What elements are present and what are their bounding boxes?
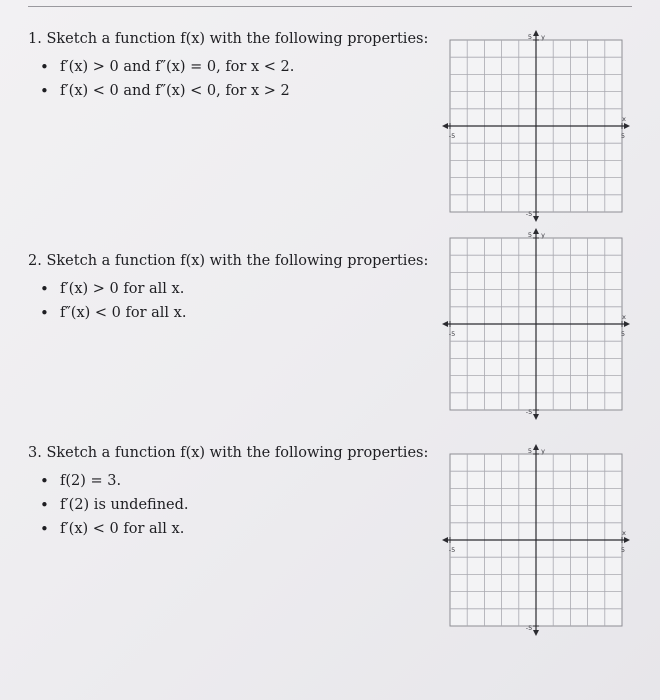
coordinate-grid-2[interactable] [440, 226, 632, 426]
problem-number: 1. [28, 31, 42, 47]
x-min-label: -5 [448, 546, 456, 554]
coordinate-grid-3[interactable] [440, 442, 632, 642]
property-item: • f′(x) < 0 for all x. [28, 520, 428, 538]
property-item: • f′(2) is undefined. [28, 496, 428, 514]
problem-number: 3. [28, 445, 42, 461]
coordinate-grid-1[interactable] [440, 28, 632, 228]
x-axis-arrow-right [624, 537, 630, 543]
property-item: • f′(x) > 0 and f″(x) = 0, for x < 2. [28, 58, 428, 76]
y-min-label: -5 [525, 210, 533, 218]
problem-1-title [28, 30, 428, 48]
y-axis-label: y [541, 33, 545, 41]
y-min-label: -5 [525, 624, 533, 632]
problem-prompt: Sketch a function f(x) with the following properties: [46, 31, 429, 47]
y-axis-label: y [541, 447, 545, 455]
property-item: • f′(x) < 0 and f″(x) < 0, for x > 2 [28, 82, 428, 100]
problem-prompt: Sketch a function f(x) with the following properties: [46, 253, 429, 269]
y-max-label: 5 [527, 447, 533, 455]
y-axis-arrow-up [533, 30, 539, 36]
problem-1 [28, 30, 428, 100]
x-axis-label: x [622, 115, 626, 123]
problem-3-title [28, 444, 428, 462]
problem-2 [28, 252, 428, 322]
property-item: • f″(x) < 0 for all x. [28, 304, 428, 322]
y-max-label: 5 [527, 33, 533, 41]
y-axis-arrow-up [533, 228, 539, 234]
x-axis-arrow-left [442, 321, 448, 327]
property-item: • f(2) = 3. [28, 472, 428, 490]
property-item: • f′(x) > 0 for all x. [28, 280, 428, 298]
x-axis-label: x [622, 313, 626, 321]
problem-3 [28, 444, 428, 538]
y-axis-arrow-down [533, 216, 539, 222]
x-max-label: 5 [620, 132, 626, 140]
top-rule [28, 6, 632, 7]
x-min-label: -5 [448, 132, 456, 140]
y-axis-arrow-down [533, 630, 539, 636]
property-list [28, 58, 428, 100]
y-axis-arrow-down [533, 414, 539, 420]
y-axis-arrow-up [533, 444, 539, 450]
property-list [28, 472, 428, 538]
y-axis-label: y [541, 231, 545, 239]
grid-svg[interactable] [440, 28, 632, 224]
y-min-label: -5 [525, 408, 533, 416]
x-axis-arrow-right [624, 321, 630, 327]
x-axis-arrow-left [442, 123, 448, 129]
problem-2-title [28, 252, 428, 270]
y-max-label: 5 [527, 231, 533, 239]
property-list [28, 280, 428, 322]
x-axis-label: x [622, 529, 626, 537]
grid-svg[interactable] [440, 226, 632, 422]
x-max-label: 5 [620, 546, 626, 554]
problem-number: 2. [28, 253, 42, 269]
grid-svg[interactable] [440, 442, 632, 638]
x-min-label: -5 [448, 330, 456, 338]
x-axis-arrow-right [624, 123, 630, 129]
problem-prompt: Sketch a function f(x) with the following properties: [46, 445, 429, 461]
x-axis-arrow-left [442, 537, 448, 543]
x-max-label: 5 [620, 330, 626, 338]
